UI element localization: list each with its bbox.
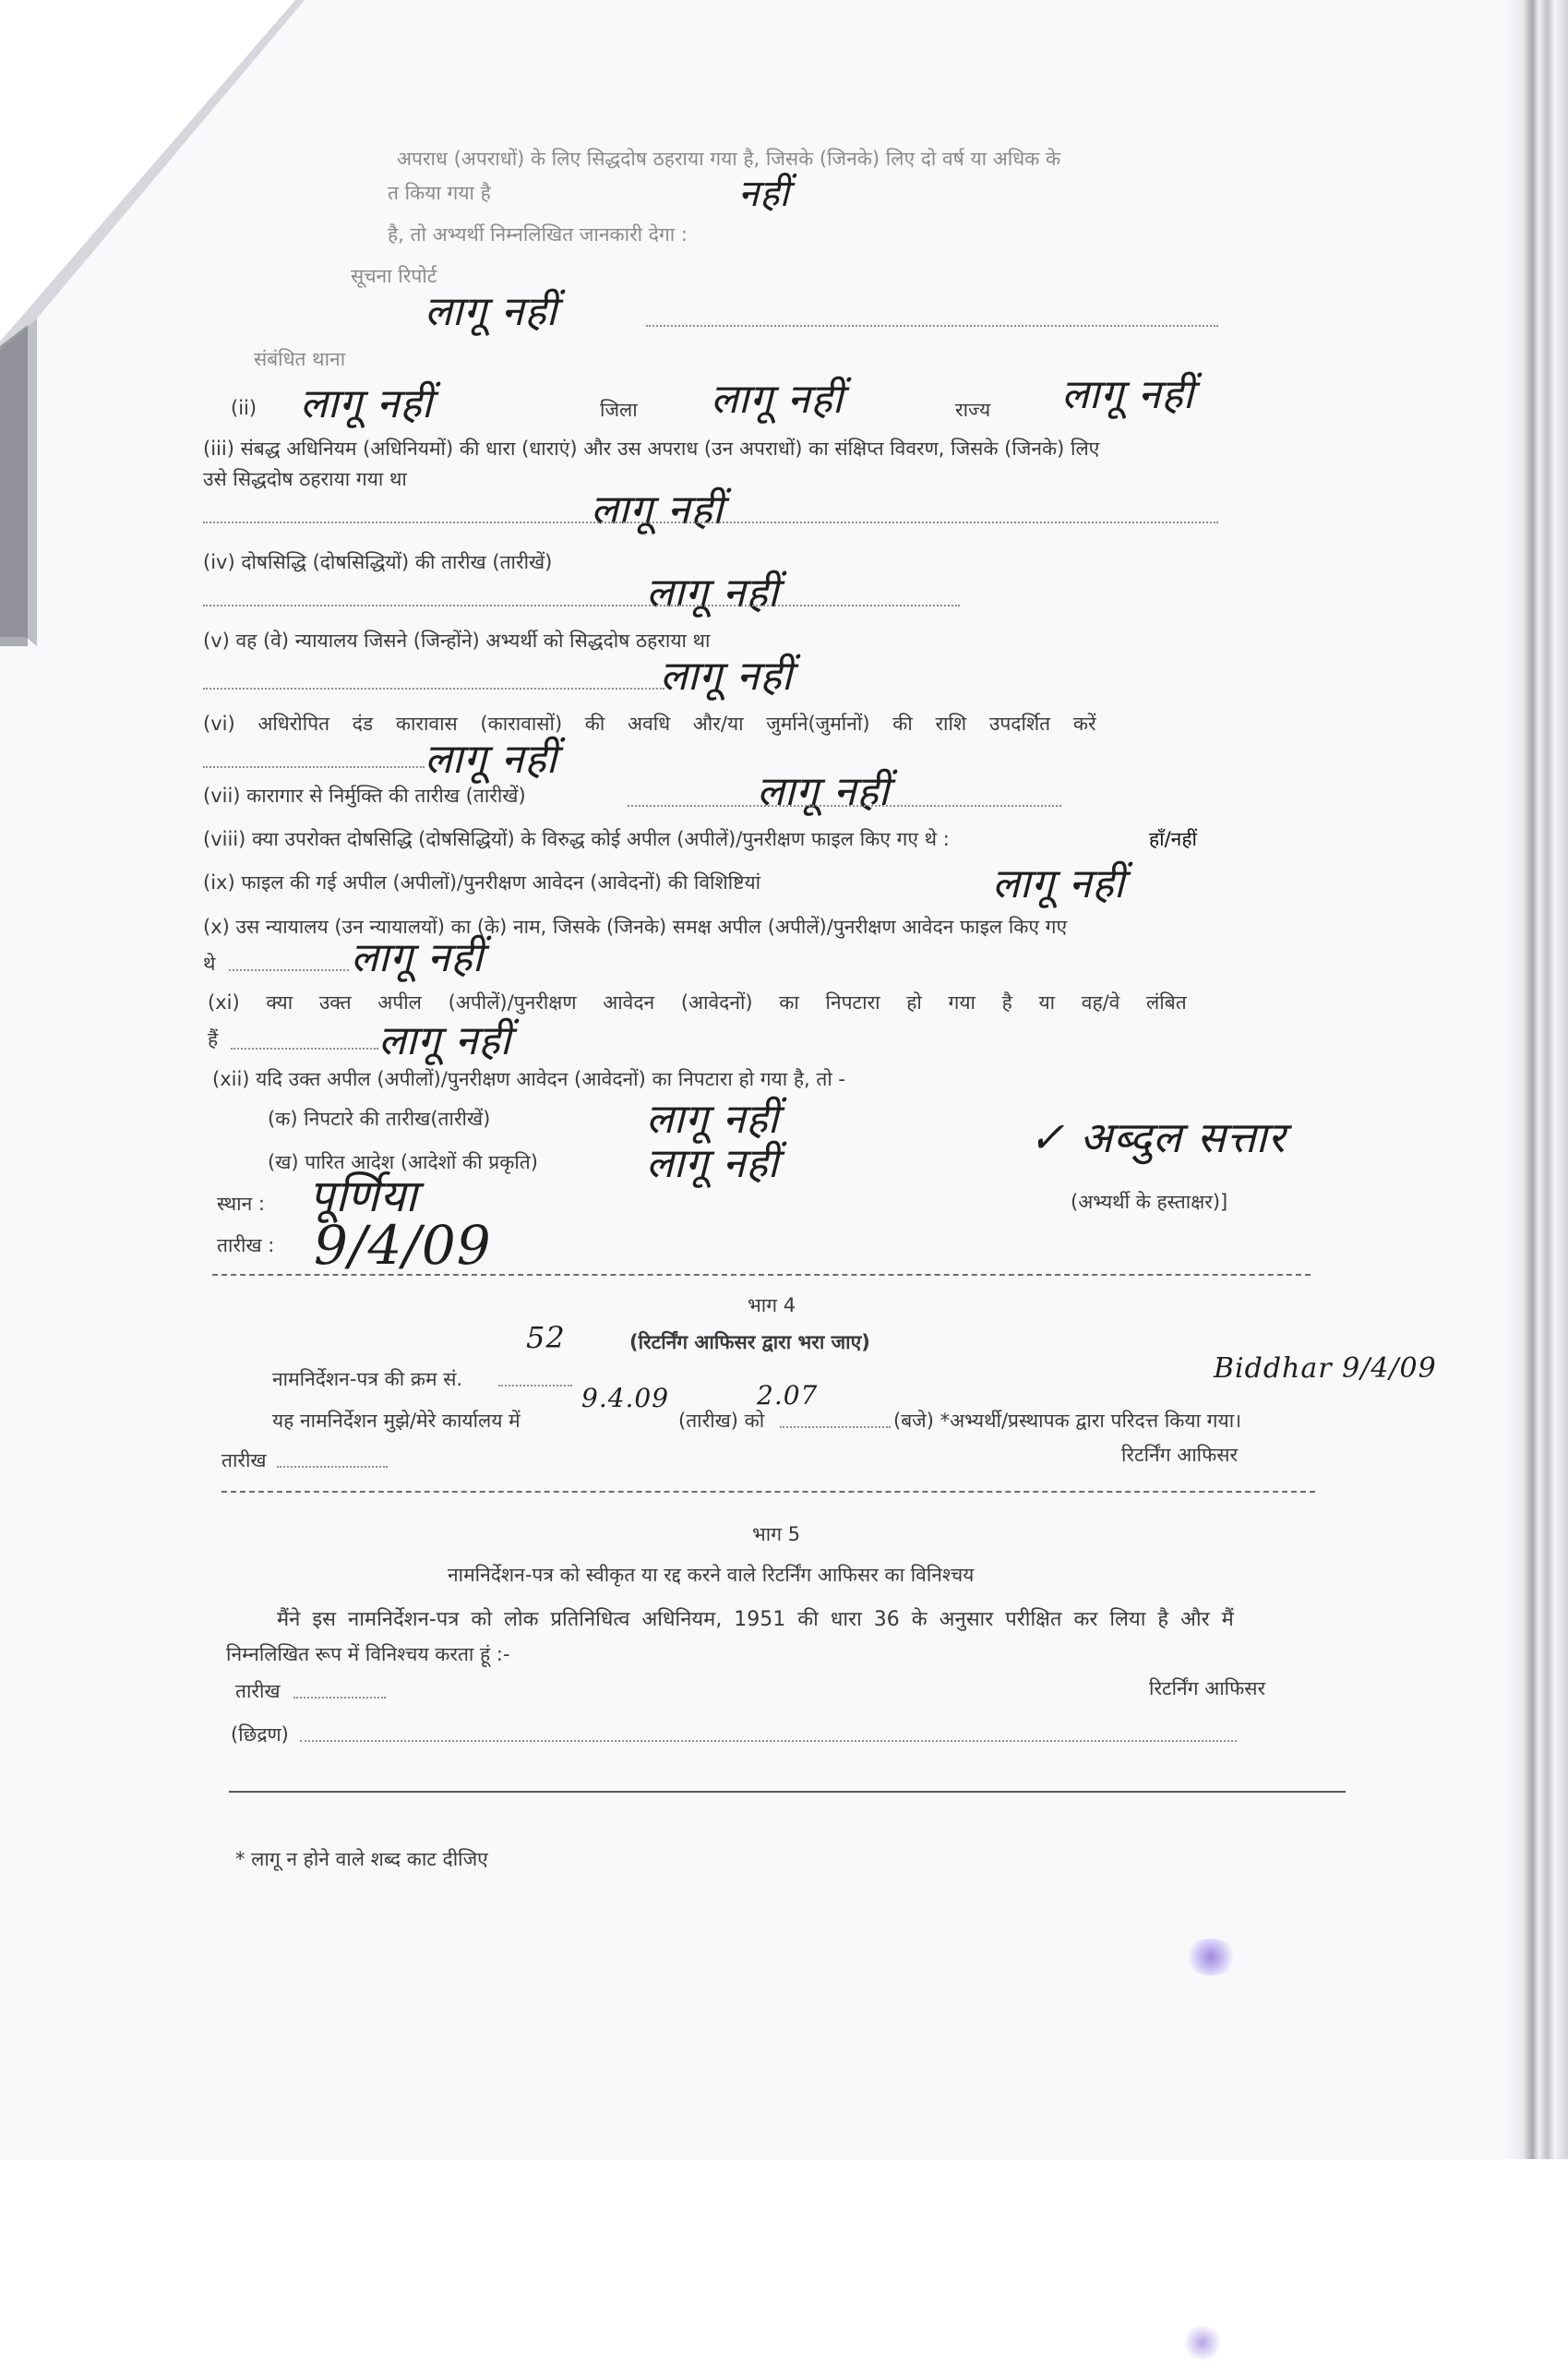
candidate-signature: ✓ अब्दुल सत्तार	[1029, 1112, 1287, 1162]
item-vii-handwriting: लागू नहीं	[757, 768, 891, 815]
dotted-line	[780, 1426, 891, 1428]
item-xii-ka-handwriting: लागू नहीं	[646, 1096, 780, 1143]
part4-title: भाग 4	[748, 1294, 796, 1316]
header-line-2-handwriting: नहीं	[738, 173, 790, 215]
item-vi: (vi) अधिरोपित दंड कारावास (कारावासों) की अवधि और/या जुर्माने(जुर्मानों) की राशि उपदर्शित करें	[203, 713, 1096, 735]
section-divider	[229, 1791, 1346, 1793]
part4-line2b: (तारीख) को	[678, 1410, 765, 1432]
part5-seal-label: (छिद्रण)	[231, 1723, 289, 1746]
part5-date-label: तारीख	[235, 1680, 281, 1702]
part4-line2c: (बजे) *अभ्यर्थी/प्रस्थापक द्वारा परिदत्त किया गया।	[893, 1410, 1242, 1432]
part5-body-1: मैंने इस नामनिर्देशन-पत्र को लोक प्रतिनिधित्व अधिनियम, 1951 की धारा 36 के अनुसार परीक्षित कर लिया है और मैं	[277, 1608, 1234, 1631]
place-label: स्थान :	[217, 1193, 266, 1215]
ink-mark	[1181, 2328, 1237, 2365]
part4-serial-handwriting: 52	[526, 1320, 566, 1355]
dotted-line	[231, 1048, 378, 1050]
part5-body-2: निम्नलिखित रूप में विनिश्चय करता हूं :-	[226, 1643, 510, 1665]
district-handwriting: लागू नहीं	[711, 376, 844, 423]
item-iii-cont: उसे सिद्धदोष ठहराया गया था	[203, 468, 407, 490]
state-label: राज्य	[955, 399, 991, 421]
item-ii-label: (ii)	[231, 397, 257, 419]
item-xi: (xi) क्या उक्त अपील (अपीलें)/पुनरीक्षण आवेदन (आवेदनों) का निपटारा हो गया है या वह/वे लंबित	[208, 991, 1187, 1014]
dotted-line	[646, 325, 1218, 327]
part4-date-handwriting: 9.4.09	[581, 1383, 670, 1413]
dotted-line	[203, 766, 425, 768]
header-line-4: सूचना रिपोर्ट	[351, 265, 437, 287]
part4-date-label: तारीख	[221, 1449, 267, 1471]
item-x-cont: थे	[203, 953, 216, 975]
dotted-line	[203, 522, 1218, 523]
item-x-handwriting: लागू नहीं	[351, 934, 485, 981]
item-iv: (iv) दोषसिद्धि (दोषसिद्धियों) की तारीख (तारीखें)	[203, 551, 553, 573]
item-xii-ka: (क) निपटारे की तारीख(तारीखें)	[268, 1108, 491, 1130]
dotted-line	[293, 1697, 386, 1699]
signature-label: (अभ्यर्थी के हस्ताक्षर)]	[1071, 1191, 1228, 1213]
part5-ro-label: रिटर्निंग आफिसर	[1149, 1677, 1266, 1699]
dotted-line	[229, 969, 349, 971]
item-xi-handwriting: लागू नहीं	[378, 1017, 512, 1064]
header-line-2: त किया गया है	[388, 182, 491, 204]
police-station-handwriting: लागू नहीं	[300, 380, 434, 427]
dotted-line	[628, 805, 1061, 807]
purple-ink-stamp	[1183, 1939, 1239, 1975]
date-label: तारीख :	[217, 1234, 275, 1256]
part4-ro-label: रिटर्निंग आफिसर	[1121, 1444, 1239, 1466]
section-divider	[212, 1274, 1311, 1276]
part4-serial-label: नामनिर्देशन-पत्र की क्रम सं.	[272, 1368, 463, 1390]
item-iii: (iii) संबद्ध अधिनियम (अधिनियमों) की धारा (धाराएं) और उस अपराध (उन अपराधों) का संक्षिप्त विवरण, जिसके (जिनके) लिए	[203, 438, 1100, 460]
item-x: (x) उस न्यायालय (उन न्यायालयों) का (के) नाम, जिसके (जिनके) समक्ष अपील (अपीलें)/पुनरीक्षण आवेदन फाइल किए गए	[203, 916, 1068, 938]
header-line-1: अपराध (अपराधों) के लिए सिद्धदोष ठहराया गया है, जिसके (जिनके) लिए दो वर्ष या अधिक के	[397, 148, 1061, 170]
place-handwriting: पूर्णिया	[309, 1170, 418, 1222]
part4-subtitle: (रिटर्निंग आफिसर द्वारा भरा जाए)	[629, 1331, 870, 1353]
date-handwriting: 9/4/09	[314, 1214, 492, 1277]
header-line-3: है, तो अभ्यर्थी निम्नलिखित जानकारी देगा :	[388, 223, 688, 246]
part4-time-handwriting: 2.07	[757, 1380, 819, 1411]
item-vi-handwriting: लागू नहीं	[425, 736, 558, 783]
item-v-handwriting: लागू नहीं	[660, 653, 794, 700]
dotted-line	[203, 688, 664, 690]
ro-signature: Biddhar 9/4/09	[1214, 1352, 1437, 1385]
item-iv-handwriting: लागू नहीं	[646, 570, 780, 617]
item-iii-handwriting: लागू नहीं	[591, 486, 724, 534]
part4-line2a: यह नामनिर्देशन मुझे/मेरे कार्यालय में	[272, 1410, 521, 1432]
footnote: * लागू न होने वाले शब्द काट दीजिए	[235, 1848, 488, 1870]
item-ix: (ix) फाइल की गई अपील (अपीलों)/पुनरीक्षण आवेदन (आवेदनों) की विशिष्टियां	[203, 871, 761, 894]
fir-handwriting: लागू नहीं	[425, 288, 558, 335]
dotted-line	[300, 1740, 1237, 1742]
item-xii: (xii) यदि उक्त अपील (अपीलों)/पुनरीक्षण आवेदन (आवेदनों) का निपटारा हो गया है, तो -	[212, 1068, 846, 1090]
item-v: (v) वह (वे) न्यायालय जिसने (जिन्होंने) अभ्यर्थी को सिद्धदोष ठहराया था	[203, 630, 711, 652]
item-xi-cont: हैं	[208, 1028, 219, 1050]
item-xii-kha: (ख) पारित आदेश (आदेशों की प्रकृति)	[268, 1151, 538, 1173]
part5-subtitle: नामनिर्देशन-पत्र को स्वीकृत या रद्द करने वाले रिटर्निंग आफिसर का विनिश्चय	[448, 1564, 975, 1586]
dotted-line	[498, 1385, 572, 1387]
section-divider	[221, 1491, 1315, 1493]
item-xii-kha-handwriting: लागू नहीं	[646, 1140, 780, 1187]
item-viii: (viii) क्या उपरोक्त दोषसिद्धि (दोषसिद्धियों) के विरुद्ध कोई अपील (अपीलें)/पुनरीक्षण फाइल किए गए थे :	[203, 828, 950, 850]
dotted-line	[277, 1466, 388, 1468]
part5-title: भाग 5	[752, 1523, 801, 1545]
item-vii: (vii) कारागार से निर्मुक्ति की तारीख (तारीखें)	[203, 785, 526, 807]
item-ix-handwriting: लागू नहीं	[992, 860, 1126, 907]
page-edge-shadow	[1503, 0, 1568, 2159]
header-line-5: संबंधित थाना	[254, 348, 346, 370]
state-handwriting: लागू नहीं	[1061, 371, 1195, 418]
dotted-line	[203, 605, 960, 606]
district-label: जिला	[600, 399, 638, 421]
item-viii-answer: हाँ/नहीं	[1149, 828, 1197, 850]
